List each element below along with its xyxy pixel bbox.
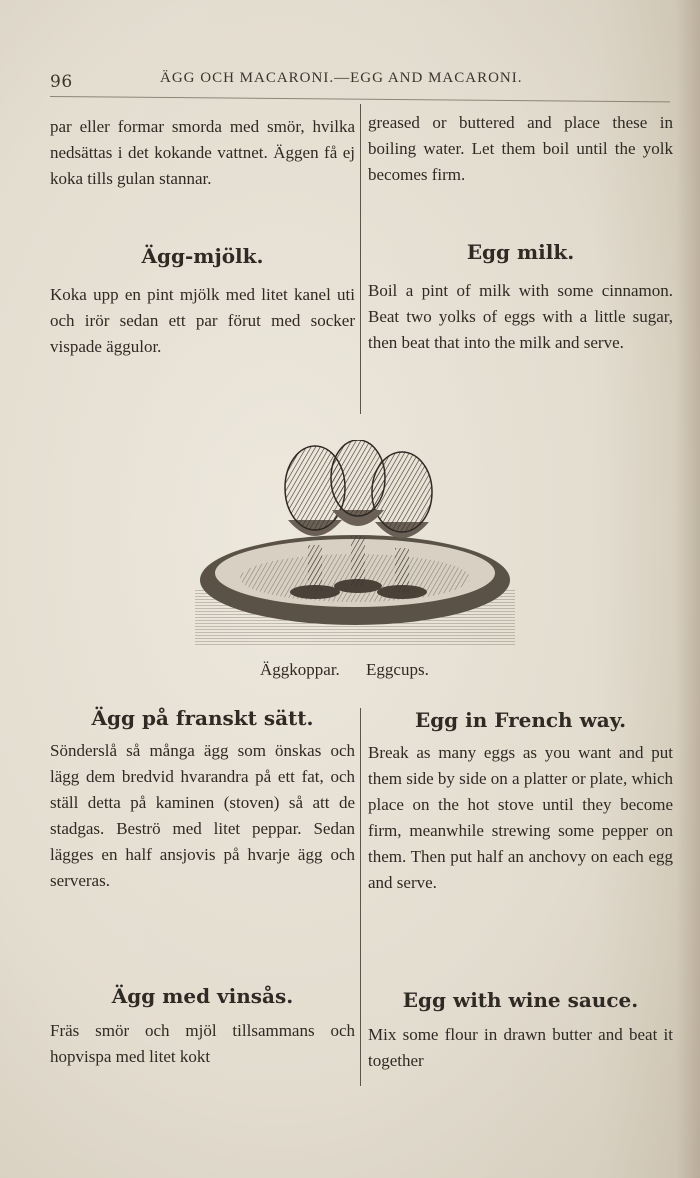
section1-swedish-text: par eller formar smorda med smör, hvilka nedsättas i det kokande vattnet. Äggen få ej koka tills gulan stannar.: [50, 117, 355, 188]
page-edge-shadow: [676, 0, 700, 1178]
running-head: ÄGG OCH MACARONI.—EGG AND MACARONI.: [160, 70, 523, 86]
section4-english-text: Mix some flour in drawn butter and beat it together: [368, 1025, 673, 1070]
section4-swedish-text: Fräs smör och mjöl tillsammans och hopvispa med litet kokt: [50, 1021, 355, 1066]
section1-english-text: greased or buttered and place these in boiling water. Let them boil until the yolk becomes firm.: [368, 113, 673, 184]
section3-left: [50, 738, 355, 894]
illustration-caption: [260, 660, 451, 680]
heading-agg-franskt: Ägg på franskt sätt.: [91, 706, 314, 730]
section3-english-text: Break as many eggs as you want and put them side by side on a platter or plate, which place on the hot stove until they become firm, meanwhile strewing some pepper on them. Then put half an anchovy on each egg and serve.: [368, 743, 673, 892]
heading-agg-vinsas: Ägg med vinsås.: [111, 984, 294, 1008]
caption-swedish: Äggkoppar.: [260, 660, 340, 679]
header-rule: [50, 96, 670, 102]
heading-egg-french: Egg in French way.: [414, 708, 627, 732]
column-divider-top: [360, 104, 361, 414]
section1-left: [50, 114, 355, 192]
section2-english-text: Boil a pint of milk with some cinnamon. Beat two yolks of eggs with a little sugar, then beat that into the milk and serve.: [368, 281, 673, 352]
section4-right: [368, 1022, 673, 1074]
page-header: [50, 68, 660, 92]
section3-right: [368, 740, 673, 896]
section4-left: [50, 1018, 355, 1070]
heading-egg-wine-sauce: Egg with wine sauce.: [402, 988, 639, 1012]
page-number: 96: [50, 72, 73, 92]
section2-left: [50, 282, 355, 360]
heading-egg-milk: Egg milk.: [466, 240, 575, 264]
caption-english: Eggcups.: [366, 660, 429, 679]
section3-swedish-text: Sönderslå så många ägg som önskas och lägg dem bredvid hvarandra på ett fat, och ställ detta på kaminen (stoven) så att de stadgas. Beströ med litet peppar. Sedan lägges en half ansjovis på hvarje ägg och serveras.: [50, 741, 355, 890]
section1-right: [368, 110, 673, 188]
heading-agg-mjolk: Ägg-mjölk.: [141, 244, 264, 268]
eggcups-illustration: [190, 440, 520, 655]
column-divider-bottom: [360, 708, 361, 1086]
section2-right: [368, 278, 673, 356]
section2-swedish-text: Koka upp en pint mjölk med litet kanel uti och irör sedan ett par förut med socker vispade äggulor.: [50, 285, 355, 356]
